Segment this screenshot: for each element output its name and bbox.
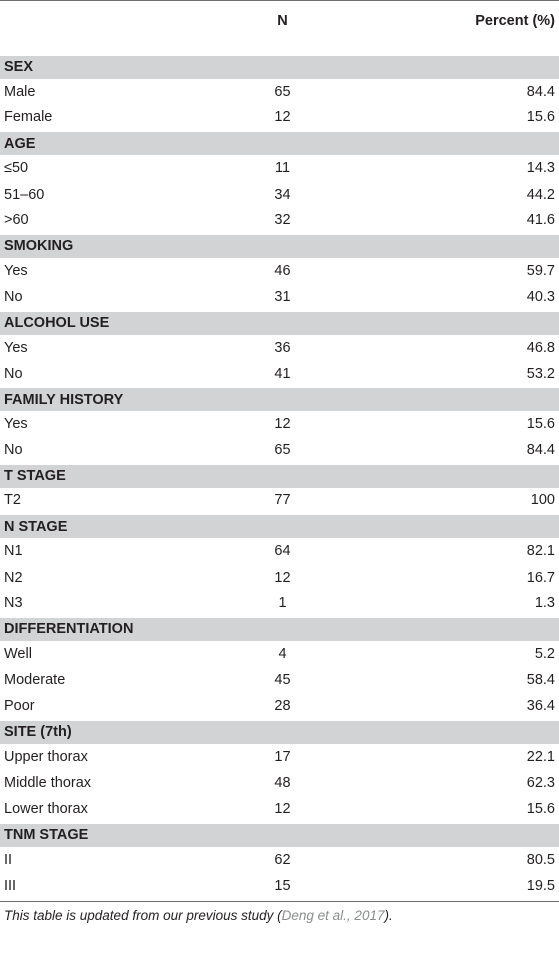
row-n-value: 12 — [274, 569, 291, 586]
row-percent-value: 22.1 — [526, 748, 555, 765]
group-title: SEX — [0, 55, 559, 79]
table-row — [0, 564, 559, 590]
row-percent-value: 41.6 — [526, 212, 555, 229]
row-n-value: 28 — [274, 698, 291, 715]
group-title: AGE — [0, 131, 559, 155]
table-row — [0, 258, 559, 284]
row-percent-value: 58.4 — [526, 672, 555, 689]
row-n-value: 12 — [274, 109, 291, 126]
group-header-row — [0, 823, 559, 847]
group-title: N STAGE — [0, 514, 559, 538]
table-bottom-rule — [0, 901, 559, 902]
row-percent-value: 100 — [530, 492, 555, 509]
table-row — [0, 591, 559, 617]
row-n-value: 36 — [274, 339, 291, 356]
row-label: T2 — [4, 492, 21, 509]
row-label: Middle thorax — [4, 775, 92, 792]
row-label: III — [4, 878, 17, 895]
footnote-text: This table is updated from our previous study ( — [4, 908, 282, 924]
table-row — [0, 284, 559, 310]
header-percent: Percent (%) — [365, 1, 559, 41]
group-title: FAMILY HISTORY — [0, 387, 559, 411]
row-percent-value: 15.6 — [526, 416, 555, 433]
group-title: TNM STAGE — [0, 823, 559, 847]
table-row — [0, 488, 559, 514]
row-label: Upper thorax — [4, 748, 88, 765]
group-header-row — [0, 311, 559, 335]
table-row — [0, 361, 559, 387]
table-row — [0, 667, 559, 693]
table-row — [0, 538, 559, 564]
table-row — [0, 335, 559, 361]
row-n-value: 12 — [274, 801, 291, 818]
row-n-value: 11 — [274, 160, 291, 177]
row-percent-value: 19.5 — [526, 878, 555, 895]
row-percent-value: 15.6 — [526, 109, 555, 126]
row-label: N1 — [4, 543, 23, 560]
group-header-row — [0, 131, 559, 155]
table-row — [0, 873, 559, 899]
row-n-value: 4 — [278, 646, 287, 663]
table-row — [0, 694, 559, 720]
row-label: Well — [4, 646, 32, 663]
table-row — [0, 105, 559, 131]
row-percent-value: 80.5 — [526, 851, 555, 868]
table-row — [0, 79, 559, 105]
table-footnote — [0, 908, 559, 923]
row-label: Male — [4, 83, 36, 100]
row-n-value: 31 — [274, 288, 291, 305]
row-label: ≤50 — [4, 160, 29, 177]
row-label: Poor — [4, 698, 35, 715]
row-n-value: 65 — [274, 442, 291, 459]
row-percent-value: 14.3 — [526, 160, 555, 177]
row-label: No — [4, 288, 23, 305]
row-percent-value: 5.2 — [534, 646, 555, 663]
group-title: ALCOHOL USE — [0, 311, 559, 335]
row-label: N2 — [4, 569, 23, 586]
header-label-cell — [0, 1, 200, 41]
table-row — [0, 641, 559, 667]
row-n-value: 46 — [274, 263, 291, 280]
table-row — [0, 770, 559, 796]
group-header-row — [0, 234, 559, 258]
row-label: N3 — [4, 595, 23, 612]
row-percent-value: 59.7 — [526, 263, 555, 280]
row-label: No — [4, 442, 23, 459]
row-label: Female — [4, 109, 53, 126]
row-n-value: 62 — [274, 851, 291, 868]
table-row — [0, 208, 559, 234]
row-percent-value: 40.3 — [526, 288, 555, 305]
table-row — [0, 181, 559, 207]
row-label: II — [4, 851, 13, 868]
table-row — [0, 744, 559, 770]
footnote-end: ). — [384, 908, 393, 924]
row-percent-value: 82.1 — [526, 543, 555, 560]
group-title: DIFFERENTIATION — [0, 617, 559, 641]
group-header-row — [0, 514, 559, 538]
row-label: No — [4, 365, 23, 382]
row-n-value: 41 — [274, 365, 291, 382]
row-n-value: 32 — [274, 212, 291, 229]
row-label: Yes — [4, 263, 28, 280]
row-label: 51–60 — [4, 186, 45, 203]
group-title: T STAGE — [0, 464, 559, 488]
row-percent-value: 84.4 — [526, 83, 555, 100]
group-title: SMOKING — [0, 234, 559, 258]
row-percent-value: 44.2 — [526, 186, 555, 203]
row-n-value: 15 — [274, 878, 291, 895]
row-percent-value: 62.3 — [526, 775, 555, 792]
row-percent-value: 1.3 — [534, 595, 555, 612]
group-header-row — [0, 464, 559, 488]
row-n-value: 45 — [274, 672, 291, 689]
row-n-value: 77 — [274, 492, 291, 509]
row-label: Lower thorax — [4, 801, 88, 818]
group-header-row — [0, 617, 559, 641]
row-percent-value: 15.6 — [526, 801, 555, 818]
table-row — [0, 155, 559, 181]
group-header-row — [0, 720, 559, 744]
group-header-row — [0, 55, 559, 79]
table-row — [0, 847, 559, 873]
row-label: Yes — [4, 416, 28, 433]
row-percent-value: 84.4 — [526, 442, 555, 459]
row-n-value: 34 — [274, 186, 291, 203]
row-n-value: 17 — [274, 748, 291, 765]
header-gap — [0, 41, 559, 55]
group-header-row — [0, 387, 559, 411]
row-n-value: 12 — [274, 416, 291, 433]
row-label: Yes — [4, 339, 28, 356]
row-percent-value: 46.8 — [526, 339, 555, 356]
group-title: SITE (7th) — [0, 720, 559, 744]
citation-link[interactable]: Deng et al., 2017 — [281, 908, 385, 924]
table-row — [0, 796, 559, 822]
row-n-value: 1 — [278, 595, 287, 612]
row-label: Moderate — [4, 672, 66, 689]
row-percent-value: 53.2 — [526, 365, 555, 382]
table-header-row — [0, 1, 559, 41]
header-n: N — [200, 1, 365, 41]
table-row — [0, 411, 559, 437]
row-percent-value: 36.4 — [526, 698, 555, 715]
row-label: >60 — [4, 212, 29, 229]
row-n-value: 48 — [274, 775, 291, 792]
table-body — [0, 41, 559, 900]
row-n-value: 65 — [274, 83, 291, 100]
row-n-value: 64 — [274, 543, 291, 560]
table-row — [0, 437, 559, 463]
row-percent-value: 16.7 — [526, 569, 555, 586]
